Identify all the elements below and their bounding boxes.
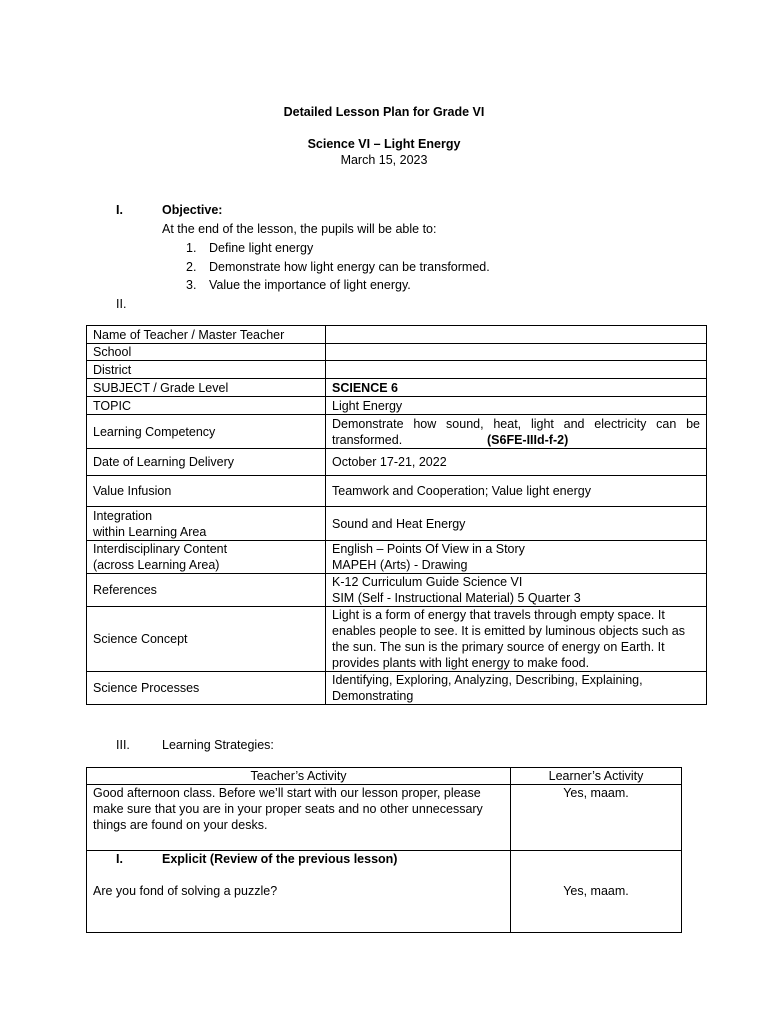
row-value	[326, 326, 707, 344]
teacher-activity-cell: Good afternoon class. Before we’ll start with our lesson proper, please make sure that you are in your proper seats and no other unnecessary things are found on your desks.	[87, 785, 511, 851]
row-label: Name of Teacher / Master Teacher	[87, 326, 326, 344]
table-row	[87, 415, 707, 449]
row-label	[87, 507, 326, 541]
row-label-line: (across Learning Area)	[93, 558, 220, 572]
teacher-activity-cell	[87, 851, 511, 933]
table-row	[87, 344, 707, 361]
table-row	[87, 449, 707, 476]
row-value-line: SIM (Self - Instructional Material) 5 Quarter 3	[332, 591, 581, 605]
row-value: October 17-21, 2022	[326, 449, 707, 476]
learner-activity-cell	[511, 851, 682, 933]
table-row	[87, 361, 707, 379]
table-row	[87, 785, 682, 851]
objective-heading: Objective:	[162, 203, 223, 217]
activity-table	[86, 767, 682, 933]
row-value-line: K-12 Curriculum Guide Science VI	[332, 575, 523, 589]
objective-item-text: Define light energy	[209, 241, 314, 255]
row-label: School	[87, 344, 326, 361]
objective-item-number: 2.	[186, 260, 197, 274]
row-label: Learning Competency	[87, 415, 326, 449]
row-label-line: Integration	[93, 508, 153, 523]
row-label: Science Concept	[87, 607, 326, 672]
row-label: Date of Learning Delivery	[87, 449, 326, 476]
teacher-question: Are you fond of solving a puzzle?	[93, 884, 278, 898]
row-value	[326, 344, 707, 361]
table-row	[87, 379, 707, 397]
row-value: Teamwork and Cooperation; Value light energy	[326, 476, 707, 507]
section-numeral-i: I.	[116, 203, 123, 217]
objective-item-number: 1.	[186, 241, 197, 255]
table-row	[87, 507, 707, 541]
row-label: References	[87, 574, 326, 607]
row-value	[326, 574, 707, 607]
learner-activity-cell: Yes, maam.	[511, 785, 682, 851]
row-value-line: English – Points Of View in a Story	[332, 542, 525, 556]
learner-activity-header: Learner’s Activity	[511, 768, 682, 785]
objective-intro: At the end of the lesson, the pupils will be able to:	[162, 222, 437, 236]
explicit-heading: Explicit (Review of the previous lesson)	[162, 852, 398, 866]
section-numeral-ii: II.	[116, 297, 127, 311]
row-value	[326, 361, 707, 379]
row-value: Light is a form of energy that travels through empty space. It enables people to see. It is emitted by luminous objects such as the sun. The sun is the primary source of energy on Earth. It provides plants with light energy to make food.	[326, 607, 707, 672]
table-header-row	[87, 768, 682, 785]
table-row	[87, 607, 707, 672]
objective-item-number: 3.	[186, 278, 197, 292]
row-value: SCIENCE 6	[326, 379, 707, 397]
table-row	[87, 397, 707, 415]
table-row	[87, 476, 707, 507]
row-label: Value Infusion	[87, 476, 326, 507]
row-label: TOPIC	[87, 397, 326, 415]
row-label: Science Processes	[87, 672, 326, 705]
row-value: Demonstrate how sound, heat, light and electricity can be transformed. (S6FE-IIId-f-2)	[326, 415, 707, 449]
strategies-heading: Learning Strategies:	[162, 738, 274, 752]
table-row	[87, 851, 682, 933]
row-value	[326, 541, 707, 574]
table-row	[87, 574, 707, 607]
table-row	[87, 672, 707, 705]
competency-code: (S6FE-IIId-f-2)	[487, 432, 569, 447]
row-value: Identifying, Exploring, Analyzing, Describing, Explaining, Demonstrating	[326, 672, 707, 705]
subject-line: Science VI – Light Energy	[307, 137, 461, 151]
row-label-line: within Learning Area	[93, 524, 207, 539]
row-value: Light Energy	[326, 397, 707, 415]
table-row	[87, 326, 707, 344]
row-label: SUBJECT / Grade Level	[87, 379, 326, 397]
teacher-activity-header: Teacher’s Activity	[87, 768, 511, 785]
objective-item-text: Demonstrate how light energy can be transformed.	[209, 260, 490, 274]
objective-item-text: Value the importance of light energy.	[209, 278, 411, 292]
explicit-numeral: I.	[116, 852, 123, 866]
row-value-line: MAPEH (Arts) - Drawing	[332, 558, 468, 572]
row-label: District	[87, 361, 326, 379]
document-title: Detailed Lesson Plan for Grade VI	[283, 105, 485, 119]
row-label	[87, 541, 326, 574]
section-numeral-iii: III.	[116, 738, 130, 752]
table-row	[87, 541, 707, 574]
document-date: March 15, 2023	[340, 153, 428, 167]
row-label-line: Interdisciplinary Content	[93, 542, 228, 556]
learner-answer: Yes, maam.	[563, 884, 629, 898]
lesson-info-table	[86, 325, 707, 705]
row-value: Sound and Heat Energy	[326, 507, 707, 541]
